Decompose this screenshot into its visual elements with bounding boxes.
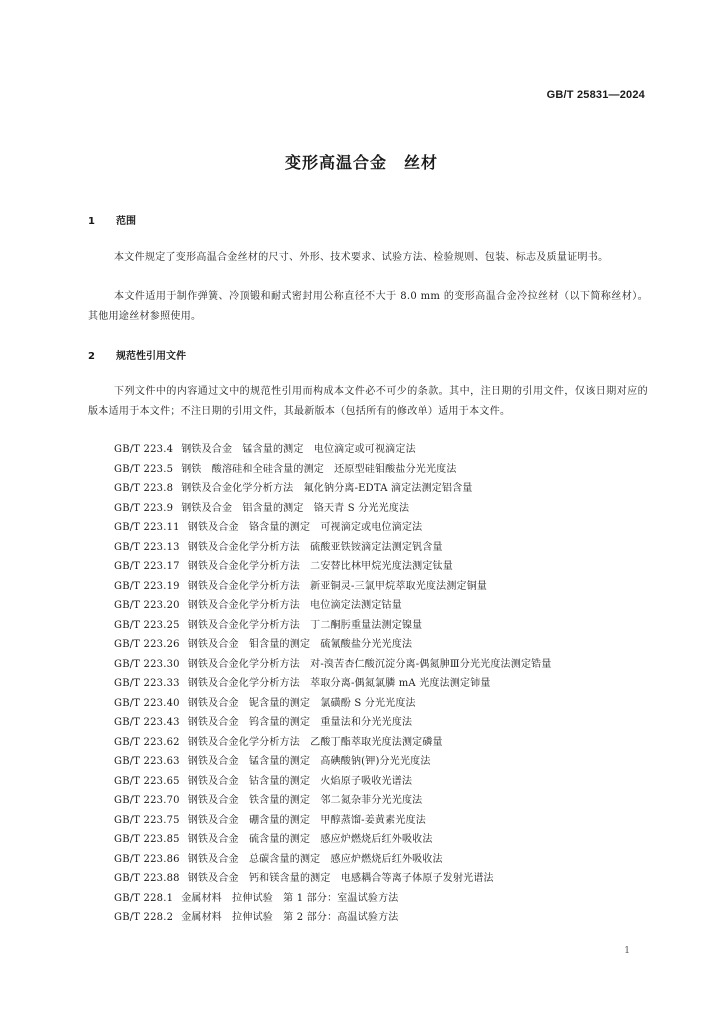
section-number: 1 — [88, 216, 95, 227]
reference-title: 钢铁及合金 铬含量的测定 可视滴定或电位滴定法 — [187, 522, 423, 533]
reference-item — [88, 440, 650, 460]
reference-code: GB/T 223.25 — [114, 619, 180, 631]
reference-item — [88, 889, 650, 909]
reference-code: GB/T 223.17 — [114, 561, 180, 572]
reference-item — [88, 518, 650, 538]
section-2-heading — [88, 347, 186, 362]
reference-title: 钢铁及合金化学分析方法 电位滴定法测定钴量 — [187, 600, 402, 611]
reference-code: GB/T 223.75 — [114, 814, 180, 826]
reference-code: GB/T 223.65 — [114, 775, 180, 787]
reference-title: 金属材料 拉伸试验 第 2 部分：高温试验方法 — [181, 912, 399, 923]
reference-code: GB/T 223.9 — [114, 502, 174, 514]
reference-title: 钢铁及合金 钙和镁含量的测定 电感耦合等离子体原子发射光谱法 — [187, 873, 494, 884]
reference-code: GB/T 223.43 — [114, 717, 180, 728]
reference-item — [88, 557, 650, 577]
reference-code: GB/T 223.8 — [114, 483, 174, 494]
reference-code: GB/T 223.62 — [114, 736, 180, 748]
reference-item — [88, 460, 650, 480]
reference-code: GB/T 223.30 — [114, 658, 180, 670]
section-number: 2 — [88, 351, 95, 362]
reference-item — [88, 538, 650, 558]
reference-title: 钢铁及合金 铝含量的测定 铬天青 S 分光光度法 — [181, 502, 410, 514]
reference-code: GB/T 223.86 — [114, 853, 180, 865]
section-title: 规范性引用文件 — [116, 351, 186, 362]
reference-item — [88, 772, 650, 792]
page-number: 1 — [624, 946, 630, 956]
reference-title: 金属材料 拉伸试验 第 1 部分：室温试验方法 — [181, 892, 399, 904]
reference-title: 钢铁及合金 锰含量的测定 高碘酸钠(钾)分光光度法 — [187, 756, 431, 767]
reference-code: GB/T 223.4 — [114, 444, 174, 455]
reference-title: 钢铁 酸溶硅和全硅含量的测定 还原型硅钼酸盐分光光度法 — [181, 463, 457, 475]
scope-paragraph-2: 本文件适用于制作弹簧、冷顶锻和耐式密封用公称直径不大于 8.0 mm 的变形高温合金冷拉丝材（以下简称丝材）。其他用途丝材参照使用。 — [88, 291, 648, 322]
reference-item — [88, 577, 650, 597]
reference-item — [88, 713, 650, 733]
reference-title: 钢铁及合金 硼含量的测定 甲醇蒸馏-姜黄素光度法 — [187, 814, 426, 826]
reference-title: 钢铁及合金 钴含量的测定 火焰原子吸收光谱法 — [187, 775, 413, 787]
reference-item — [88, 635, 650, 655]
reference-item — [88, 655, 650, 675]
reference-title: 钢铁及合金 硫含量的测定 感应炉燃烧后红外吸收法 — [187, 834, 433, 845]
reference-item — [88, 752, 650, 772]
section-1-heading — [88, 212, 136, 227]
reference-code: GB/T 223.11 — [114, 522, 180, 533]
reference-title: 钢铁及合金 钼含量的测定 硫氰酸盐分光光度法 — [187, 639, 413, 650]
reference-item — [88, 830, 650, 850]
reference-item — [88, 499, 650, 519]
reference-item — [88, 869, 650, 889]
reference-title: 钢铁及合金化学分析方法 对-溴苦杏仁酸沉淀分离-偶氮胂Ⅲ分光光度法测定锆量 — [187, 658, 552, 670]
reference-code: GB/T 223.5 — [114, 463, 174, 475]
scope-paragraph-1: 本文件规定了变形高温合金丝材的尺寸、外形、技术要求、试验方法、检验规则、包装、标志及质量证明书。 — [114, 252, 609, 263]
reference-item — [88, 479, 650, 499]
reference-item — [88, 616, 650, 636]
reference-code: GB/T 228.1 — [114, 892, 174, 904]
reference-item — [88, 811, 650, 831]
reference-title: 钢铁及合金化学分析方法 氟化钠分离-EDTA 滴定法测定铝含量 — [181, 483, 473, 494]
section-title: 范围 — [116, 216, 136, 227]
reference-item — [88, 596, 650, 616]
reference-title: 钢铁及合金化学分析方法 丁二酮肟重量法测定镍量 — [187, 619, 423, 631]
reference-code: GB/T 223.20 — [114, 600, 180, 611]
reference-title: 钢铁及合金化学分析方法 乙酸丁酯萃取光度法测定磷量 — [187, 736, 443, 748]
reference-title: 钢铁及合金化学分析方法 萃取分离-偶氮氯膦 mA 光度法测定铈量 — [187, 678, 491, 689]
reference-title: 钢铁及合金化学分析方法 硫酸亚铁铵滴定法测定钒含量 — [187, 541, 443, 553]
reference-code: GB/T 223.85 — [114, 834, 180, 845]
reference-code: GB/T 223.63 — [114, 756, 180, 767]
reference-item — [88, 908, 650, 928]
normative-references-list — [88, 440, 650, 928]
reference-item — [88, 694, 650, 714]
reference-title: 钢铁及合金 铁含量的测定 邻二氮杂菲分光光度法 — [187, 795, 423, 806]
reference-code: GB/T 223.33 — [114, 678, 180, 689]
reference-item — [88, 850, 650, 870]
reference-title: 钢铁及合金 铌含量的测定 氯磺酚 S 分光光度法 — [187, 697, 416, 709]
reference-code: GB/T 223.40 — [114, 697, 180, 709]
reference-title: 钢铁及合金化学分析方法 新亚铜灵-三氯甲烷萃取光度法测定铜量 — [187, 580, 488, 592]
reference-code: GB/T 223.13 — [114, 541, 180, 553]
reference-code: GB/T 223.88 — [114, 873, 180, 884]
reference-code: GB/T 223.26 — [114, 639, 180, 650]
document-title: 变形高温合金 丝材 — [284, 153, 438, 172]
reference-code: GB/T 223.19 — [114, 580, 180, 592]
reference-code: GB/T 223.70 — [114, 795, 180, 806]
reference-item — [88, 791, 650, 811]
reference-code: GB/T 228.2 — [114, 912, 174, 923]
reference-title: 钢铁及合金 锰含量的测定 电位滴定或可视滴定法 — [181, 444, 416, 455]
reference-title: 钢铁及合金 总碳含量的测定 感应炉燃烧后红外吸收法 — [187, 853, 443, 865]
reference-title: 钢铁及合金 钨含量的测定 重量法和分光光度法 — [187, 717, 413, 728]
standard-number: GB/T 25831—2024 — [546, 89, 645, 101]
reference-item — [88, 733, 650, 753]
references-intro-paragraph: 下列文件中的内容通过文中的规范性引用而构成本文件必不可少的条款。其中，注日期的引用文件，仅该日期对应的版本适用于本文件；不注日期的引用文件，其最新版本（包括所有的修改单）适用于本文件。 — [88, 386, 648, 417]
reference-item — [88, 674, 650, 694]
reference-title: 钢铁及合金化学分析方法 二安替比林甲烷光度法测定钛量 — [187, 561, 453, 572]
